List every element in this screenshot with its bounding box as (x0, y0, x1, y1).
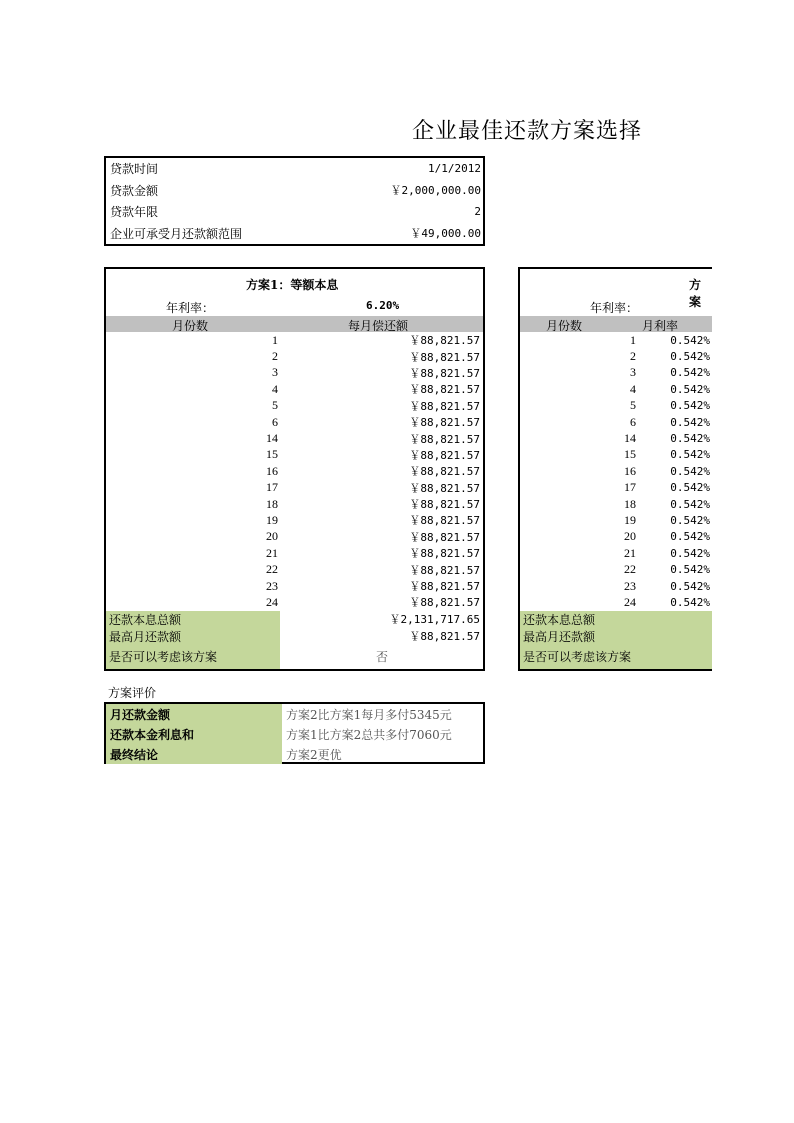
month-number: 2 (272, 349, 278, 364)
monthly-rate: 0.542% (670, 382, 710, 396)
table-row (106, 381, 483, 397)
month-number: 15 (266, 447, 278, 462)
table-row (106, 578, 483, 594)
plan2-col-rate: 月利率 (642, 319, 679, 333)
plan2-rate-label: 年利率： (590, 301, 639, 315)
month-number: 5 (630, 398, 636, 413)
month-number: 22 (624, 562, 636, 577)
plan1-total-row (106, 611, 483, 628)
plan1-rows (106, 332, 483, 611)
loan-date-row (106, 158, 483, 180)
plan2-consider-row (520, 645, 712, 669)
table-row (106, 398, 483, 414)
plan1-header (106, 269, 483, 299)
monthly-rate: 0.542% (670, 513, 710, 527)
month-number: 22 (266, 562, 278, 577)
monthly-payment: ￥88,821.57 (409, 596, 480, 610)
monthly-payment: ￥88,821.57 (409, 530, 480, 544)
monthly-payment: ￥88,821.57 (409, 383, 480, 397)
table-row (106, 545, 483, 561)
month-number: 4 (272, 381, 278, 396)
monthly-payment: ￥88,821.57 (409, 547, 480, 561)
month-number: 18 (624, 496, 636, 511)
month-number: 6 (630, 414, 636, 429)
monthly-rate: 0.542% (670, 350, 710, 364)
loan-info-table (104, 156, 485, 246)
plan1-total-label: 还款本息总额 (106, 611, 280, 628)
month-number: 16 (266, 463, 278, 478)
monthly-payment: ￥88,821.57 (409, 399, 480, 413)
month-number: 20 (624, 529, 636, 544)
monthly-rate: 0.542% (670, 595, 710, 609)
plan1-column-header (106, 316, 483, 332)
monthly-payment: ￥88,821.57 (409, 563, 480, 577)
table-row (520, 463, 712, 479)
plan2-total-row (520, 611, 712, 628)
monthly-payment: ￥88,821.57 (409, 350, 480, 364)
month-number: 15 (624, 447, 636, 462)
evaluation-title: 方案评价 (108, 686, 157, 700)
monthly-rate: 0.542% (670, 448, 710, 462)
monthly-payment: ￥88,821.57 (409, 498, 480, 512)
evaluation-row-conclusion (106, 744, 483, 764)
evaluation-label: 还款本金利息和 (106, 724, 282, 744)
table-row (106, 512, 483, 528)
loan-amount-row (106, 180, 483, 202)
plan2-max-label: 最高月还款额 (520, 628, 712, 645)
table-row (520, 348, 712, 364)
plan2-total-label: 还款本息总额 (520, 611, 712, 628)
monthly-payment: ￥88,821.57 (409, 465, 480, 479)
month-number: 4 (630, 381, 636, 396)
plan1-col-payment: 每月偿还额 (348, 319, 409, 333)
evaluation-text[interactable]: 方案2比方案1每月多付5345元 (286, 707, 452, 722)
monthly-rate: 0.542% (670, 432, 710, 446)
month-number: 19 (624, 512, 636, 527)
evaluation-label: 月还款金额 (106, 704, 282, 724)
evaluation-text[interactable]: 方案2更优 (286, 747, 342, 762)
table-row (520, 561, 712, 577)
month-number: 17 (624, 480, 636, 495)
plan1-rate-label: 年利率： (166, 301, 215, 315)
monthly-rate: 0.542% (670, 366, 710, 380)
table-row (106, 348, 483, 364)
plan1-rate-row (106, 299, 483, 316)
page-title: 企业最佳还款方案选择 (412, 119, 643, 144)
plan1-total-value: ￥2,131,717.65 (389, 613, 480, 627)
loan-amount-value[interactable]: ￥2,000,000.00 (390, 184, 481, 198)
plan2-rows (520, 332, 712, 611)
month-number: 19 (266, 512, 278, 527)
loan-years-label: 贷款年限 (110, 205, 159, 220)
table-row (520, 512, 712, 528)
table-row (520, 381, 712, 397)
month-number: 24 (266, 594, 278, 609)
month-number: 2 (630, 349, 636, 364)
table-row (520, 594, 712, 610)
plan2-table (518, 267, 712, 671)
evaluation-row-monthly (106, 704, 483, 724)
table-row (106, 414, 483, 430)
plan2-rate-row (520, 299, 712, 316)
table-row (520, 430, 712, 446)
table-row (106, 594, 483, 610)
evaluation-row-total (106, 724, 483, 744)
month-number: 14 (624, 431, 636, 446)
affordable-payment-value[interactable]: ￥49,000.00 (410, 227, 481, 241)
month-number: 24 (624, 594, 636, 609)
monthly-payment: ￥88,821.57 (409, 481, 480, 495)
loan-years-row (106, 201, 483, 223)
table-row (106, 529, 483, 545)
month-number: 14 (266, 431, 278, 446)
monthly-rate: 0.542% (670, 481, 710, 495)
table-row (106, 365, 483, 381)
evaluation-text[interactable]: 方案1比方案2总共多付7060元 (286, 727, 452, 742)
monthly-rate: 0.542% (670, 415, 710, 429)
table-row (106, 430, 483, 446)
plan1-table (104, 267, 485, 671)
monthly-payment: ￥88,821.57 (409, 448, 480, 462)
plan1-col-month: 月份数 (172, 319, 209, 333)
table-row (520, 496, 712, 512)
month-number: 21 (624, 545, 636, 560)
loan-date-value[interactable]: 1/1/2012 (428, 162, 481, 176)
month-number: 3 (630, 365, 636, 380)
plan1-title: 方案1：等额本息 (246, 278, 339, 292)
table-row (106, 463, 483, 479)
table-row (520, 578, 712, 594)
monthly-rate: 0.542% (670, 399, 710, 413)
monthly-rate: 0.542% (670, 333, 710, 347)
month-number: 3 (272, 365, 278, 380)
table-row (520, 480, 712, 496)
monthly-rate: 0.542% (670, 497, 710, 511)
evaluation-label: 最终结论 (106, 744, 282, 764)
month-number: 1 (272, 332, 278, 347)
plan2-title: 方案 (689, 278, 702, 309)
month-number: 16 (624, 463, 636, 478)
month-number: 1 (630, 332, 636, 347)
affordable-payment-row (106, 223, 483, 245)
plan2-consider-label: 是否可以考虑该方案 (520, 645, 712, 669)
plan1-consider-value: 否 (376, 650, 389, 665)
plan1-rate-value[interactable]: 6.20% (366, 299, 400, 312)
monthly-rate: 0.542% (670, 563, 710, 577)
table-row (106, 480, 483, 496)
loan-amount-label: 贷款金额 (110, 183, 159, 198)
plan2-max-row (520, 628, 712, 645)
table-row (520, 398, 712, 414)
plan2-column-header (520, 316, 712, 332)
monthly-rate: 0.542% (670, 579, 710, 593)
table-row (520, 447, 712, 463)
month-number: 20 (266, 529, 278, 544)
table-row (520, 365, 712, 381)
monthly-payment: ￥88,821.57 (409, 416, 480, 430)
table-row (520, 414, 712, 430)
monthly-rate: 0.542% (670, 530, 710, 544)
month-number: 23 (624, 578, 636, 593)
table-row (106, 447, 483, 463)
loan-years-value[interactable]: 2 (474, 205, 481, 219)
monthly-rate: 0.542% (670, 464, 710, 478)
loan-date-label: 贷款时间 (110, 162, 159, 177)
table-row (520, 529, 712, 545)
affordable-payment-label: 企业可承受月还款额范围 (110, 226, 243, 241)
month-number: 17 (266, 480, 278, 495)
monthly-payment: ￥88,821.57 (409, 514, 480, 528)
table-row (106, 496, 483, 512)
plan1-max-value: ￥88,821.57 (409, 630, 480, 644)
table-row (520, 332, 712, 348)
plan1-consider-label: 是否可以考虑该方案 (106, 645, 280, 669)
month-number: 21 (266, 545, 278, 560)
table-row (520, 545, 712, 561)
month-number: 18 (266, 496, 278, 511)
monthly-payment: ￥88,821.57 (409, 334, 480, 348)
month-number: 5 (272, 398, 278, 413)
plan1-max-label: 最高月还款额 (106, 628, 280, 645)
monthly-rate: 0.542% (670, 546, 710, 560)
table-row (106, 561, 483, 577)
monthly-payment: ￥88,821.57 (409, 366, 480, 380)
plan1-max-row (106, 628, 483, 645)
month-number: 6 (272, 414, 278, 429)
month-number: 23 (266, 578, 278, 593)
monthly-payment: ￥88,821.57 (409, 432, 480, 446)
evaluation-table (104, 702, 485, 764)
table-row (106, 332, 483, 348)
plan1-consider-row (106, 645, 483, 669)
plan2-col-month: 月份数 (546, 319, 583, 333)
monthly-payment: ￥88,821.57 (409, 580, 480, 594)
